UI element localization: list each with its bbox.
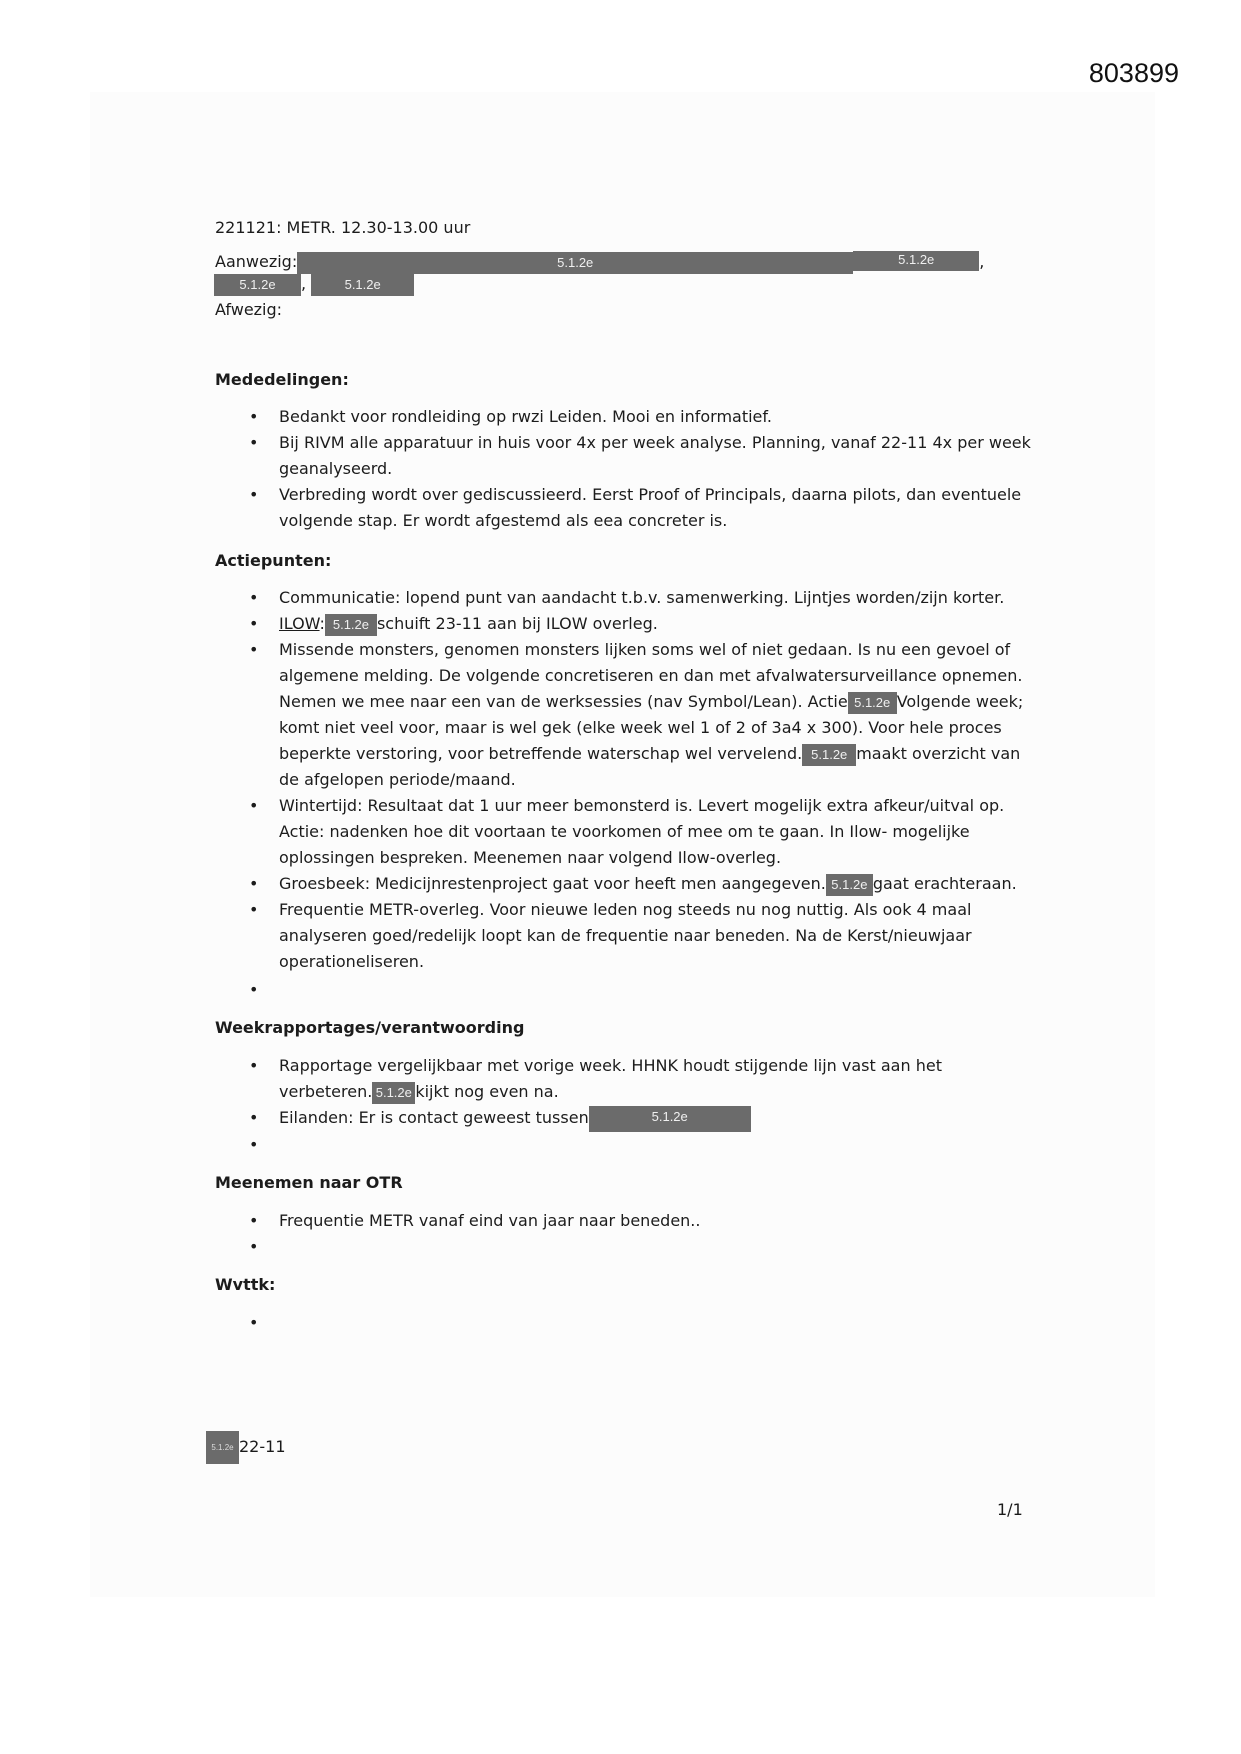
list-item: • Communicatie: lopend punt van aandacht t.b.v. samenwerking. Lijntjes worden/zijn korter. [215,585,1055,611]
list-item: • Wintertijd: Resultaat dat 1 uur meer bemonsterd is. Levert mogelijk extra afkeur/uitval op. [215,793,1055,819]
redaction-block: 5.1.2e [297,252,853,274]
list-item-continuation: algemene melding. De volgende concretiseren en dan met afvalwatersurveillance opnemen. [279,666,1023,685]
list-item-continuation: Nemen we mee naar een van de werksessies (nav Symbol/Lean). Actie 5.1.2e Volgende week; [215,689,1055,715]
list-item: • Bedankt voor rondleiding op rwzi Leiden. Mooi en informatief. [215,404,1055,430]
redaction-block: 5.1.2e [802,744,856,766]
list-item: • Frequentie METR-overleg. Voor nieuwe leden nog steeds nu nog nuttig. Als ook 4 maal [215,897,1055,923]
list-item-continuation: oplossingen bespreken. Meenemen naar volgend Ilow-overleg. [279,848,782,867]
list-item-continuation: volgende stap. Er wordt afgestemd als eea concreter is. [279,511,728,530]
section-heading-wvttk: Wvttk: [215,1274,276,1294]
list-item-continuation: beperkte verstoring, voor betreffende waterschap wel vervelend. 5.1.2e maakt overzicht van [215,741,1055,767]
page-number: 1/1 [997,1500,1023,1519]
list-item: • Frequentie METR vanaf eind van jaar naar beneden.. [215,1208,1055,1234]
list-item-continuation: geanalyseerd. [279,459,393,478]
list-item-empty [215,1132,1055,1158]
footer-date: 22-11 [239,1437,286,1456]
list-item: • Missende monsters, genomen monsters lijken soms wel of niet gedaan. Is nu een gevoel of [215,637,1055,663]
weekrapportages-list [215,1053,1055,1158]
meeting-title: 221121: METR. 12.30-13.00 uur [215,218,471,237]
list-item-continuation: verbeteren. 5.1.2e kijkt nog even na. [215,1079,1055,1105]
list-item: • Bij RIVM alle apparatuur in huis voor 4x per week analyse. Planning, vanaf 22-11 4x per week [215,430,1055,456]
mededelingen-list [215,404,1055,534]
list-item-empty [215,1310,1055,1336]
section-heading-otr: Meenemen naar OTR [215,1172,403,1192]
redaction-block: 5.1.2e [853,251,979,271]
list-item: • Rapportage vergelijkbaar met vorige week. HHNK houdt stijgende lijn vast aan het [215,1053,1055,1079]
redaction-block: 5.1.2e [206,1431,239,1464]
document-id: 803899 [1088,58,1179,88]
document-content [215,215,1055,1336]
attendees-line-2: 5.1.2e , 5.1.2e [214,273,1055,297]
list-item: • ILOW: 5.1.2e schuift 23-11 aan bij ILOW overleg. [215,611,1055,637]
redaction-block: 5.1.2e [848,692,897,714]
redaction-block: 5.1.2e [214,274,301,296]
section-heading-actiepunten: Actiepunten: [215,551,332,570]
list-item: • Eilanden: Er is contact geweest tussen 5.1.2e [215,1105,1055,1132]
list-item-continuation: analyseren goed/redelijk loopt kan de frequentie naar beneden. Na de Kerst/nieuwjaar [279,926,972,945]
wvttk-list [215,1310,1055,1336]
section-heading-mededelingen: Mededelingen: [215,370,349,389]
ilow-link[interactable]: ILOW [279,614,320,633]
redaction-block: 5.1.2e [372,1082,415,1104]
list-item-continuation: Actie: nadenken hoe dit voortaan te voorkomen of mee om te gaan. In Ilow- mogelijke [279,822,970,841]
list-item-empty [215,977,1055,1003]
list-item: • Verbreding wordt over gediscussieerd. Eerst Proof of Principals, daarna pilots, dan eventuele [215,482,1055,508]
section-heading-weekrapportages: Weekrapportages/verantwoording [215,1018,525,1037]
list-item-continuation: operationeliseren. [279,952,425,971]
redaction-block: 5.1.2e [311,274,414,296]
attendees-label: Aanwezig: [215,252,298,271]
redaction-block: 5.1.2e [826,874,873,896]
absent-label: Afwezig: [215,300,283,319]
redaction-block: 5.1.2e [325,614,377,636]
otr-list [215,1208,1055,1260]
list-item: • Groesbeek: Medicijnrestenproject gaat voor heeft men aangegeven. 5.1.2e gaat erachteraan. [215,871,1055,897]
attendees-line: Aanwezig: 5.1.2e 5.1.2e , [215,251,1055,273]
footer-date-line [206,1431,286,1464]
actiepunten-list [215,585,1055,1003]
list-item-continuation: de afgelopen periode/maand. [279,770,516,789]
list-item-empty [215,1234,1055,1260]
redaction-block: 5.1.2e [589,1106,751,1132]
list-item-continuation: komt niet veel voor, maar is wel gek (elke week wel 1 of 2 of 3a4 x 300). Voor hele proces [279,718,1002,737]
